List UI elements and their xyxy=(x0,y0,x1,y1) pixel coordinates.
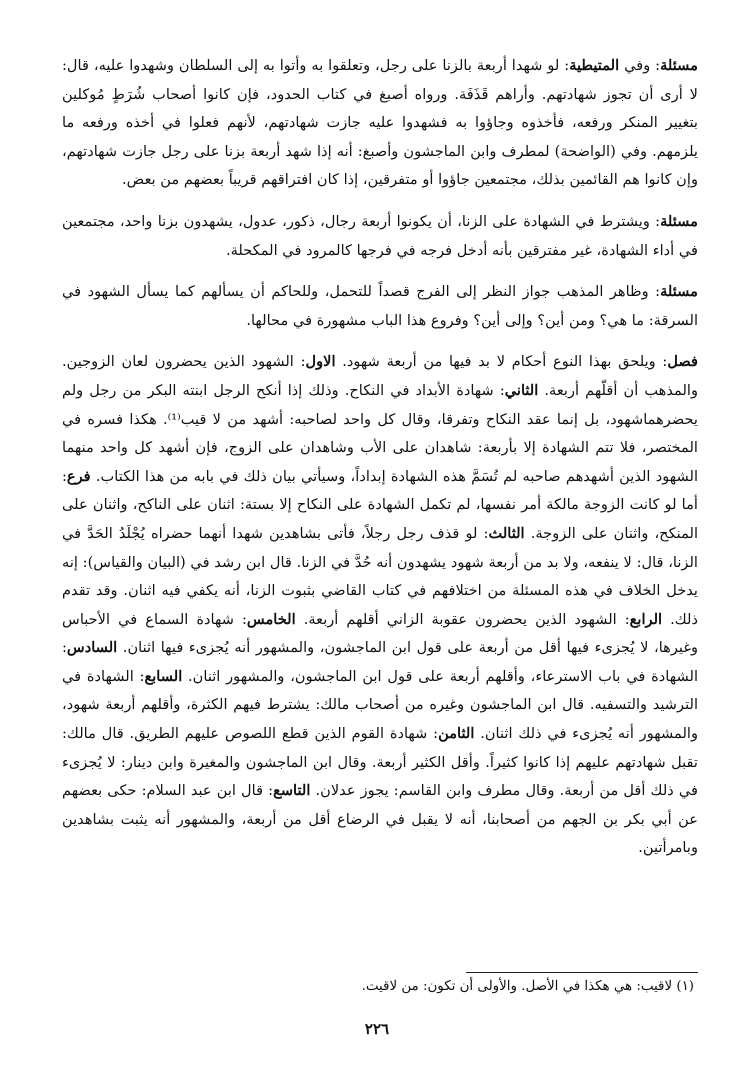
paragraph-text: : أما لو كانت الزوجة مالكة أمر نفسها، لم تكمل الشهادة على النكاح إلا بستة: اثنان على الناكح، واثنان على المنكح، واثنان على الزوجة. xyxy=(62,467,699,542)
heading-keyword: الاول xyxy=(305,353,336,371)
paragraph-text: : الشهادة في الترشيد والتسفيه. قال ابن الماجشون وغيره من أصحاب مالك: يشترط فيهم الكثرة، وأقلهم أربعة شهود، والمشهور أنه يُجزىء في ذلك اثنان. xyxy=(62,667,698,743)
body-text xyxy=(62,52,698,863)
paragraph-text: : شهادة القوم الذين قطع اللصوص عليهم الطريق. قال مالك: تقبل شهادتهم عليهم إذا كانوا كثيراً. وأقل الكثير أربعة. وقال ابن الماجشون والمغيرة وابن دينار: لا يُجزىء في ذلك أقل من أربعة. وقال مطرف وابن القاسم: يجوز عدلان. xyxy=(62,725,698,800)
paragraph-text: : الشهادة في باب الاسترعاء، وأقلهم أربعة على قول ابن الماجشون، والمشهور اثنان. xyxy=(62,639,698,685)
footnote-divider xyxy=(466,972,698,973)
paragraph-text: : وظاهر المذهب جواز النظر إلى الفرج قصداً للتحمل، وللحاكم أن يسألهم كما يسأل الشهود في السرقة: ما هي؟ ومن أين؟ وإلى أين؟ وفروع هذا الباب مشهورة في محالها. xyxy=(62,283,698,329)
paragraph xyxy=(62,208,698,265)
heading-keyword: مسئلة xyxy=(660,212,698,230)
heading-keyword: فصل xyxy=(667,353,699,371)
heading-keyword: السادس xyxy=(66,639,118,657)
paragraph-text: : الشهود الذين يحضرون عقوبة الزاني أقلهم أربعة. xyxy=(295,610,630,628)
heading-keyword: الثالث xyxy=(488,524,525,542)
paragraph-text: : شهادة الأبداد في النكاح. وذلك إذا أنكح الرجل ابنته البكر من رجل ولم يحضرهماشهود، بل إنما عقد النكاح وتفرقا، وقال كل واحد لصاحبه: أشهد من لا قيب⁽¹⁾. هكذا فسره في المختصر، فلا تتم الشهادة إلا بأربعة: شاهدان على الأب وشاهدان على الزوج، فإن أشهد كل واحد منهما الشهود الذين أشهدهم صاحبه لم تُسَمَّ هذه الشهادة إبداداً، وسيأتي بيان ذلك في بابه من هذا الكتاب. xyxy=(62,381,698,485)
paragraph-text: : لو قذف رجل رجلاً، فأتى بشاهدين شهدا أنهما حضراه يُجْلَدُ الحَدَّ في الزنا، قال: لا ينفعه، ولا بد من أربعة شهود يشهدون أنه حُدَّ في الزنا. قال ابن رشد في (البيان والقياس): إنه يدخل الخلاف في هذه المسئلة من اختلافهم في كتاب القاضي بثبوت الزنا، أنه يكفي فيه اثنان. وقد تقدم ذلك. xyxy=(62,524,698,628)
paragraph xyxy=(62,348,698,863)
heading-keyword: الرابع xyxy=(629,610,663,628)
page-number: ٢٢٦ xyxy=(364,1020,390,1038)
heading-keyword: المتيطية xyxy=(569,57,620,74)
paragraph-text: : لو شهدا أربعة بالزنا على رجل، وتعلقوا به وأتوا به إلى السلطان وشهدوا عليه، قال: لا أرى أن تجوز شهادتهم. وأراهم قَذَفَة. ورواه أصبغ في كتاب الحدود، فإن كانوا أصحاب شُرَطٍ مُوكلين بتغيير المنكر ورفعه، فأخذوه وجاؤوا به فشهدوا عليه جازت شهادتهم، لأنهم فعلوا في أخذه ورفعه ما يلزمهم. وفي (الواضحة) لمطرف وابن الماجشون وأصبغ: أنه إذا شهد أربعة بزنا على رجل جازت شهادتهم، وإن كانوا هم القائمين بذلك، مجتمعين جاؤوا أو متفرقين، إذا كان افتراقهم قريباً بعضهم من بعض. xyxy=(62,57,698,189)
heading-keyword: الخامس xyxy=(246,610,296,628)
paragraph-text: : وفي xyxy=(619,57,661,74)
heading-keyword: الثامن xyxy=(438,725,475,743)
paragraph-text: : قال ابن عبد السلام: حكى بعضهم عن أبي بكر بن الجهم من أصحابنا، أنه لا يقبل في الرضاع أقل من أربعة، والمشهور أنه يثبت بشاهدين وبامرأتين. xyxy=(62,782,698,857)
footnote: (١) لاقيب: هي هكذا في الأصل. والأولى أن تكون: من لاقيت. xyxy=(361,979,694,994)
paragraph-text: : ويلحق بهذا النوع أحكام لا بد فيها من أربعة شهود. xyxy=(335,353,668,371)
heading-keyword: مسئلة xyxy=(660,57,698,74)
heading-keyword: فرع xyxy=(66,467,91,485)
heading-keyword: السابع xyxy=(144,667,183,685)
heading-keyword: الثاني xyxy=(504,381,539,399)
heading-keyword: مسئلة xyxy=(660,283,698,301)
heading-keyword: التاسع xyxy=(273,782,311,800)
paragraph-text: : الشهود الذين يحضرون لعان الزوجين. والمذهب أن أقلّهم أربعة. xyxy=(62,353,698,399)
paragraph-text: : شهادة السماع في الأحباس وغيرها، لا يُجزىء فيها أقل من أربعة على قول ابن الماجشون، والمشهور أنه يُجزىء فيها اثنان. xyxy=(62,610,698,657)
paragraph-text: : ويشترط في الشهادة على الزنا، أن يكونوا أربعة رجال، ذكور، عدول، يشهدون بزنا واحد، مجتمعين في أداء الشهادة، غير مفترقين بأنه أدخل فرجه في فرجها كالمرود في المكحلة. xyxy=(62,212,698,259)
paragraph xyxy=(62,278,698,335)
paragraph xyxy=(62,52,698,195)
